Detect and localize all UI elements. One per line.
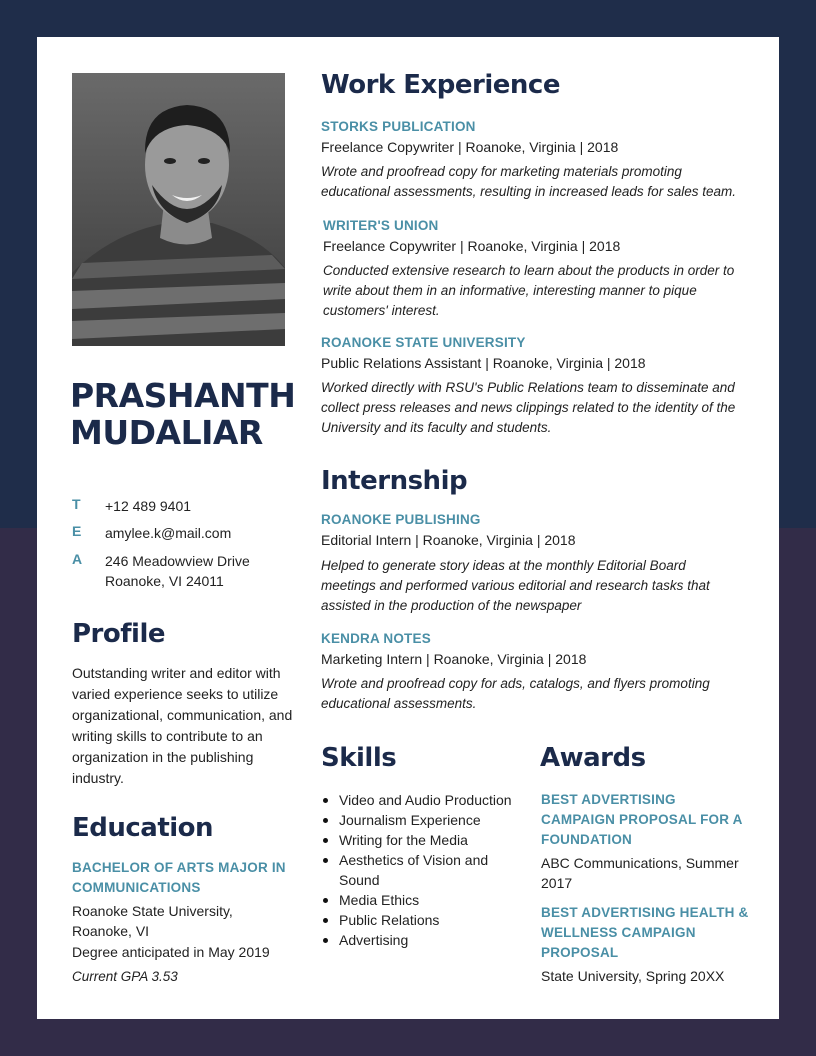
profile-heading: Profile xyxy=(72,619,166,649)
internship-company: ROANOKE PUBLISHING xyxy=(321,512,481,527)
education-school: Roanoke State University, Roanoke, VI xyxy=(72,903,233,939)
work-company: ROANOKE STATE UNIVERSITY xyxy=(321,335,526,350)
phone-value: +12 489 9401 xyxy=(105,498,192,514)
skills-list xyxy=(321,790,531,950)
address-line-1: 246 Meadowview Drive xyxy=(105,553,250,569)
address-label: A xyxy=(72,551,83,567)
internship-description: Helped to generate story ideas at the monthly Editorial Board meetings and performed various editorial and research tasks that assisted in the production of the newspaper xyxy=(321,558,710,613)
list-item: Writing for the Media xyxy=(321,830,531,850)
resume-page xyxy=(37,37,779,1019)
work-description: Conducted extensive research to learn about the products in order to write about them in an informative, interesting manner to pique customers' interest. xyxy=(323,263,735,318)
internship-role: Marketing Intern | Roanoke, Virginia | 2018 xyxy=(321,651,587,667)
contact-phone xyxy=(72,496,191,516)
list-item: Video and Audio Production xyxy=(321,790,531,810)
contact-address xyxy=(72,551,250,591)
internship-description: Wrote and proofread copy for ads, catalogs, and flyers promoting educational assessments. xyxy=(321,676,710,711)
work-experience-heading: Work Experience xyxy=(321,70,560,100)
work-description: Worked directly with RSU's Public Relations team to disseminate and collect press releases and news clippings related to the identity of the University and its faculty and students. xyxy=(321,380,736,435)
email-label: E xyxy=(72,523,82,539)
list-item: Advertising xyxy=(321,930,531,950)
internship-role: Editorial Intern | Roanoke, Virginia | 2018 xyxy=(321,532,576,548)
internship-heading: Internship xyxy=(321,466,468,496)
portrait-image xyxy=(72,73,285,346)
award-title: BEST ADVERTISING HEALTH & WELLNESS CAMPAIGN PROPOSAL xyxy=(541,905,749,960)
profile-text: Outstanding writer and editor with varied experience seeks to utilize organizational, communication, and writing skills to contribute to an organization in the publishing industry. xyxy=(72,665,293,786)
work-role: Freelance Copywriter | Roanoke, Virginia | 2018 xyxy=(323,238,621,254)
last-name: MUDALIAR xyxy=(70,413,263,452)
list-item: Aesthetics of Vision and Sound xyxy=(321,850,499,890)
education-heading: Education xyxy=(72,813,214,843)
award-title: BEST ADVERTISING CAMPAIGN PROPOSAL FOR A FOUNDATION xyxy=(541,792,743,847)
work-role: Freelance Copywriter | Roanoke, Virginia | 2018 xyxy=(321,139,619,155)
first-name: PRASHANTH xyxy=(70,376,296,415)
education-degree: BACHELOR OF ARTS MAJOR IN COMMUNICATIONS xyxy=(72,860,286,895)
education-gpa: Current GPA 3.53 xyxy=(72,969,178,984)
phone-label: T xyxy=(72,496,81,512)
work-role: Public Relations Assistant | Roanoke, Virginia | 2018 xyxy=(321,355,646,371)
award-detail: ABC Communications, Summer 2017 xyxy=(541,855,739,891)
address-line-2: Roanoke, VI 24011 xyxy=(105,573,224,589)
list-item: Media Ethics xyxy=(321,890,531,910)
work-description: Wrote and proofread copy for marketing materials promoting educational assessments, resulting in increased leads for sales team. xyxy=(321,164,736,199)
list-item: Journalism Experience xyxy=(321,810,531,830)
profile-photo xyxy=(72,73,285,346)
work-company: STORKS PUBLICATION xyxy=(321,119,476,134)
work-company: WRITER'S UNION xyxy=(323,218,439,233)
candidate-name xyxy=(70,377,295,451)
internship-company: KENDRA NOTES xyxy=(321,631,431,646)
email-value: amylee.k@mail.com xyxy=(105,525,232,541)
contact-email xyxy=(72,523,231,543)
list-item: Public Relations xyxy=(321,910,531,930)
awards-heading: Awards xyxy=(540,743,646,773)
education-anticipated: Degree anticipated in May 2019 xyxy=(72,944,270,960)
skills-heading: Skills xyxy=(321,743,397,773)
award-detail: State University, Spring 20XX xyxy=(541,968,725,984)
